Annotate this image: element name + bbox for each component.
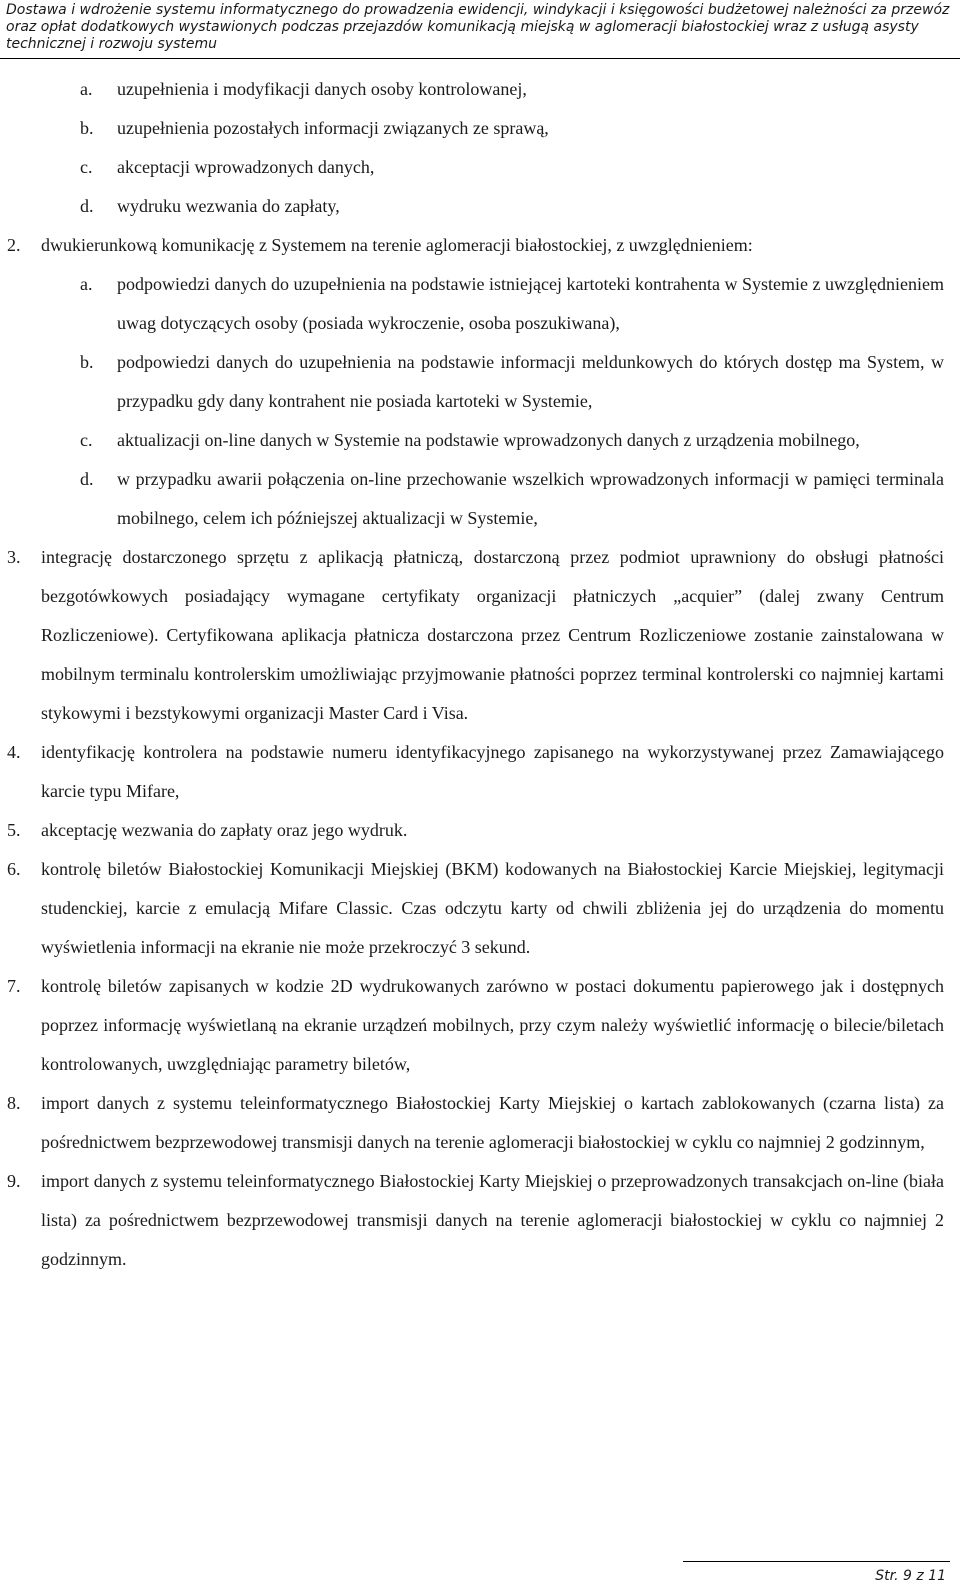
list-marker: 2. <box>7 235 21 255</box>
list-item-3 <box>0 538 960 733</box>
list-item-text: aktualizacji on-line danych w Systemie na podstawie wprowadzonych danych z urządzenia mobilnego, <box>117 430 860 450</box>
list-item-text: kontrolę biletów zapisanych w kodzie 2D wydrukowanych zarówno w postaci dokumentu papierowego jak i dostępnych poprzez informację wyświetlaną na ekranie urządzeń mobilnych, przy czym należy wyświetlić informację o bilecie/biletach kontrolowanych, uwzględniając parametry biletów, <box>41 976 944 1074</box>
document-body <box>0 70 960 1279</box>
list-item-text: podpowiedzi danych do uzupełnienia na podstawie istniejącej kartoteki kontrahenta w Systemie z uwzględnieniem uwag dotyczących osoby (posiada wykroczenie, osoba poszukiwana), <box>117 274 944 333</box>
sub-item-a <box>0 265 960 343</box>
list-item-text: uzupełnienia i modyfikacji danych osoby kontrolowanej, <box>117 79 527 99</box>
sub-item-d <box>0 187 960 226</box>
list-item-text: wydruku wezwania do zapłaty, <box>117 196 340 216</box>
list-marker: d. <box>80 196 94 216</box>
header-title: Dostawa i wdrożenie systemu informatycznego do prowadzenia ewidencji, windykacji i księgowości budżetowej należności za przewóz oraz opłat dodatkowych wystawionych podczas przejazdów komunikacją miejską w aglomeracji białostockiej wraz z usługą asysty technicznej i rozwoju systemu <box>6 2 950 52</box>
sub-item-d <box>0 460 960 538</box>
list-marker: 4. <box>7 742 21 762</box>
list-item-text: podpowiedzi danych do uzupełnienia na podstawie informacji meldunkowych do których dostęp ma System, w przypadku gdy dany kontrahent nie posiada kartoteki w Systemie, <box>117 352 944 411</box>
list-item-text: integrację dostarczonego sprzętu z aplikacją płatniczą, dostarczoną przez podmiot uprawniony do obsługi płatności bezgotówkowych posiadający wymagane certyfikaty organizacji płatniczych „acquier” (dalej zwany Centrum Rozliczeniowe). Certyfikowana aplikacja płatnicza dostarczona przez Centrum Rozliczeniowe zostanie zainstalowana w mobilnym terminalu kontrolerskim umożliwiając przyjmowanie płatności poprzez terminal kontrolerski co najmniej kartami stykowymi i bezstykowymi organizacji Master Card i Visa. <box>41 547 944 723</box>
list-marker: 8. <box>7 1093 21 1113</box>
list-marker: b. <box>80 118 94 138</box>
running-header <box>6 2 956 53</box>
sub-item-c <box>0 148 960 187</box>
list-item-4 <box>0 733 960 811</box>
list-marker: b. <box>80 352 94 372</box>
sub-item-c <box>0 421 960 460</box>
list-marker: 3. <box>7 547 21 567</box>
list-item-text: import danych z systemu teleinformatycznego Białostockiej Karty Miejskiej o przeprowadzonych transakcjach on-line (biała lista) za pośrednictwem bezprzewodowej transmisji danych na terenie aglomeracji białostockiej w cyklu co najmniej 2 godzinnym. <box>41 1171 944 1269</box>
list-marker: c. <box>80 157 93 177</box>
list-item-5 <box>0 811 960 850</box>
list-marker: 7. <box>7 976 21 996</box>
list-marker: 9. <box>7 1171 21 1191</box>
footer-divider <box>683 1561 950 1562</box>
list-item-text: uzupełnienia pozostałych informacji związanych ze sprawą, <box>117 118 549 138</box>
sub-item-b <box>0 109 960 148</box>
list-item-text: dwukierunkową komunikację z Systemem na terenie aglomeracji białostockiej, z uwzględnieniem: <box>41 235 753 255</box>
list-item-9 <box>0 1162 960 1279</box>
list-item-text: kontrolę biletów Białostockiej Komunikacji Miejskiej (BKM) kodowanych na Białostockiej Karcie Miejskiej, legitymacji studenckiej, karcie z emulacją Mifare Classic. Czas odczytu karty od chwili zbliżenia jej do urządzenia do momentu wyświetlenia informacji na ekranie nie może przekroczyć 3 sekund. <box>41 859 944 957</box>
list-marker: a. <box>80 79 93 99</box>
list-item-2 <box>0 226 960 265</box>
list-marker: c. <box>80 430 93 450</box>
sub-item-b <box>0 343 960 421</box>
list-marker: a. <box>80 274 93 294</box>
list-item-text: identyfikację kontrolera na podstawie numeru identyfikacyjnego zapisanego na wykorzystywanej przez Zamawiającego karcie typu Mifare, <box>41 742 944 801</box>
list-marker: 6. <box>7 859 21 879</box>
list-item-7 <box>0 967 960 1084</box>
list-item-8 <box>0 1084 960 1162</box>
page-number: Str. 9 z 11 <box>875 1568 946 1584</box>
list-item-text: akceptacji wprowadzonych danych, <box>117 157 375 177</box>
list-item-6 <box>0 850 960 967</box>
list-item-text: w przypadku awarii połączenia on-line przechowanie wszelkich wprowadzonych informacji w pamięci terminala mobilnego, celem ich późniejszej aktualizacji w Systemie, <box>117 469 944 528</box>
header-divider <box>0 58 960 59</box>
sub-item-a <box>0 70 960 109</box>
list-marker: d. <box>80 469 94 489</box>
list-item-text: akceptację wezwania do zapłaty oraz jego wydruk. <box>41 820 408 840</box>
list-marker: 5. <box>7 820 21 840</box>
list-item-text: import danych z systemu teleinformatycznego Białostockiej Karty Miejskiej o kartach zablokowanych (czarna lista) za pośrednictwem bezprzewodowej transmisji danych na terenie aglomeracji białostockiej w cyklu co najmniej 2 godzinnym, <box>41 1093 944 1152</box>
